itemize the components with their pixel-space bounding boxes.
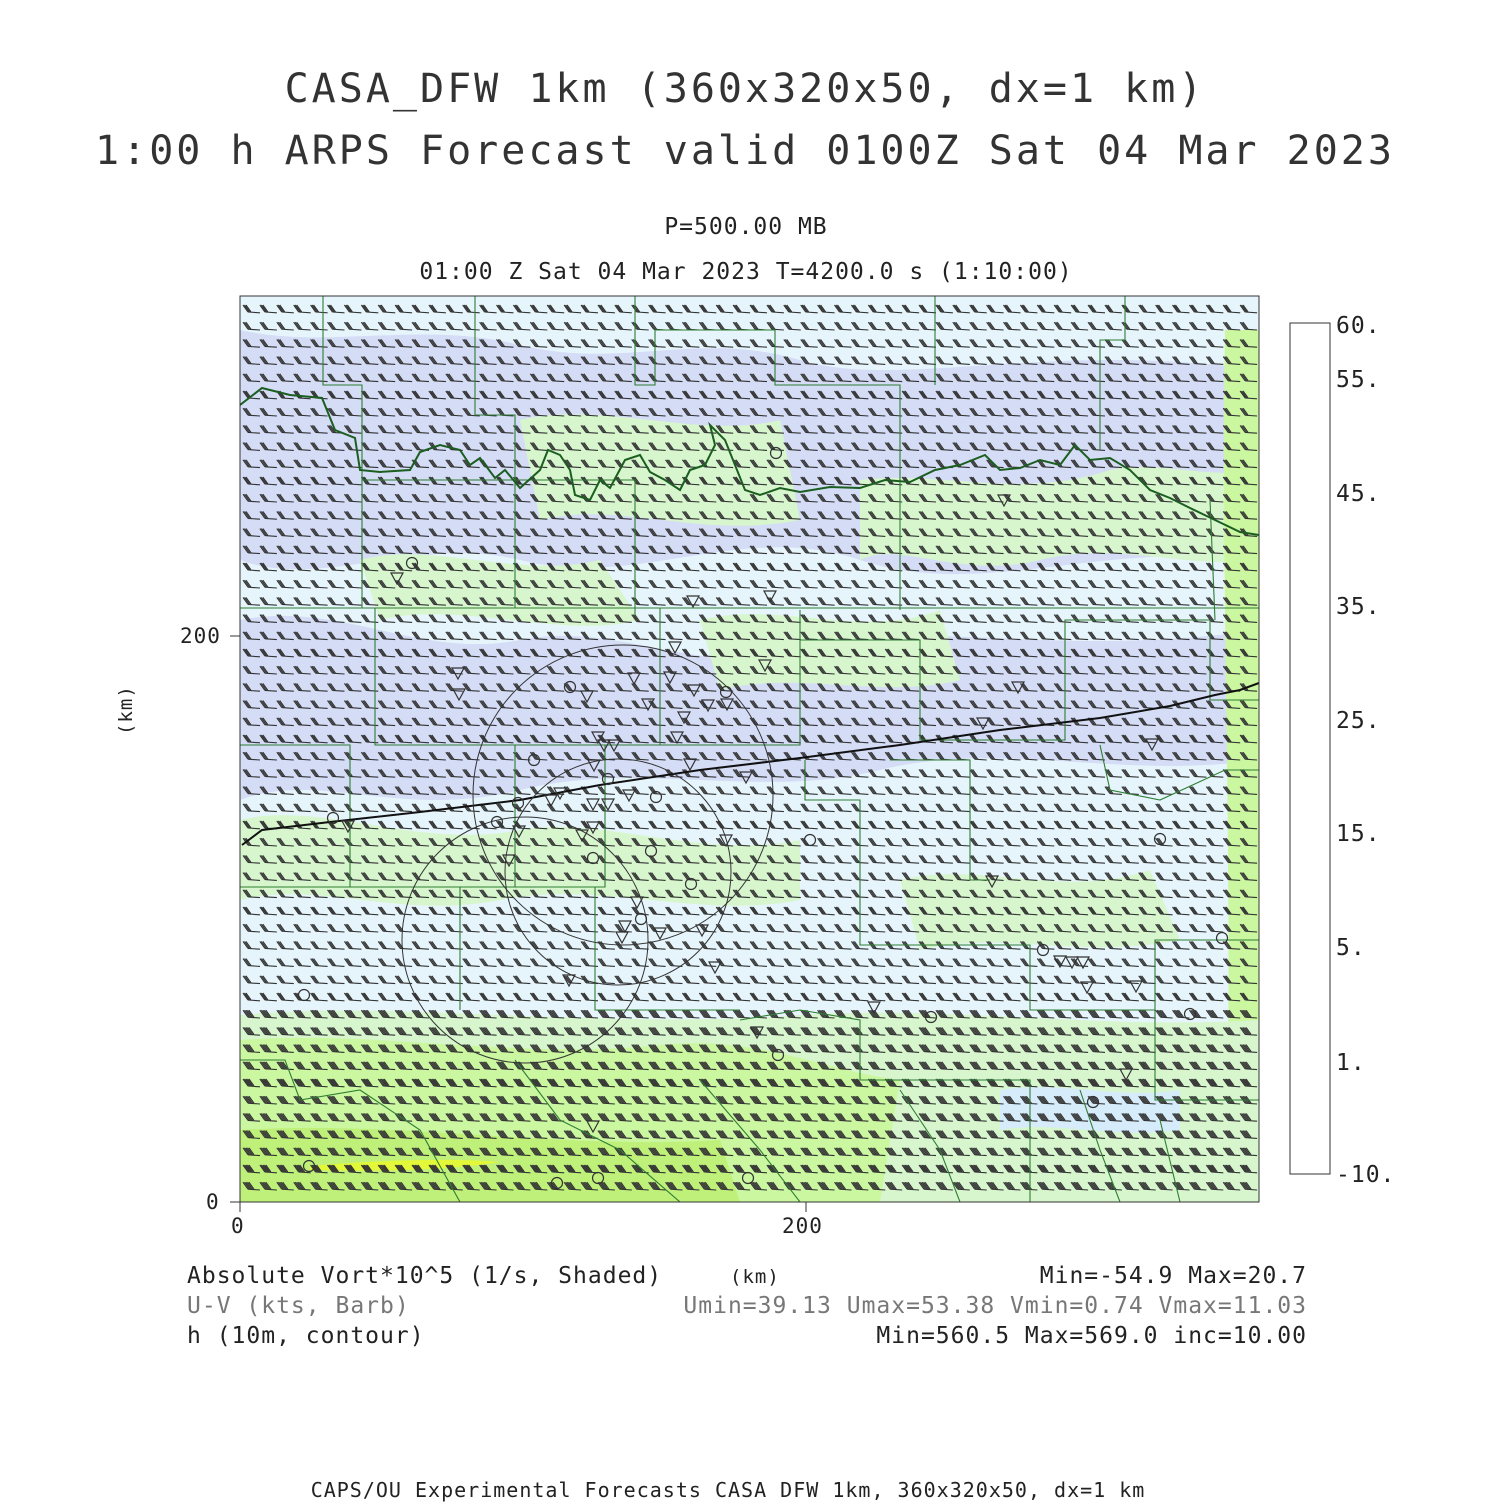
legend-field3-name: h (10m, contour) bbox=[187, 1323, 425, 1349]
legend-field3-stats: Min=560.5 Max=569.0 inc=10.00 bbox=[876, 1323, 1307, 1349]
colorbar-label-minus10: -10. bbox=[1336, 1162, 1396, 1188]
legend-field1-name: Absolute Vort*10^5 (1/s, Shaded) bbox=[187, 1263, 663, 1289]
legend-field2-name: U-V (kts, Barb) bbox=[187, 1293, 410, 1319]
y-axis-label: (km) bbox=[115, 685, 137, 735]
valid-time: 01:00 Z Sat 04 Mar 2023 T=4200.0 s (1:10:00) bbox=[419, 259, 1073, 285]
figure-title-line2: 1:00 h ARPS Forecast valid 0100Z Sat 04 Mar 2023 bbox=[95, 128, 1395, 174]
colorbar-label-1: 1. bbox=[1336, 1050, 1366, 1076]
colorbar-label-15: 15. bbox=[1336, 821, 1381, 847]
legend-field2-stats: Umin=39.13 Umax=53.38 Vmin=0.74 Vmax=11.03 bbox=[683, 1293, 1307, 1319]
y-tick-label-200: 200 bbox=[180, 624, 221, 648]
colorbar-label-45: 45. bbox=[1336, 481, 1381, 507]
x-tick-label-200: 200 bbox=[782, 1214, 823, 1238]
figure-title-line1: CASA_DFW 1km (360x320x50, dx=1 km) bbox=[284, 66, 1206, 112]
colorbar-label-5: 5. bbox=[1336, 935, 1366, 961]
pressure-level: P=500.00 MB bbox=[664, 214, 828, 240]
footer-credit: CAPS/OU Experimental Forecasts CASA DFW 1km, 360x320x50, dx=1 km bbox=[310, 1478, 1146, 1502]
x-axis-label: (km) bbox=[730, 1266, 780, 1288]
colorbar-label-35: 35. bbox=[1336, 594, 1381, 620]
vorticity-shading bbox=[240, 296, 1259, 1202]
y-tick-label-0: 0 bbox=[206, 1190, 220, 1214]
colorbar-frame bbox=[1290, 323, 1330, 1174]
legend-field1-stats: Min=-54.9 Max=20.7 bbox=[1039, 1263, 1307, 1289]
x-tick-label-0: 0 bbox=[231, 1214, 245, 1238]
colorbar-label-60: 60. bbox=[1336, 313, 1381, 339]
colorbar-label-25: 25. bbox=[1336, 708, 1381, 734]
colorbar-label-55: 55. bbox=[1336, 367, 1381, 393]
